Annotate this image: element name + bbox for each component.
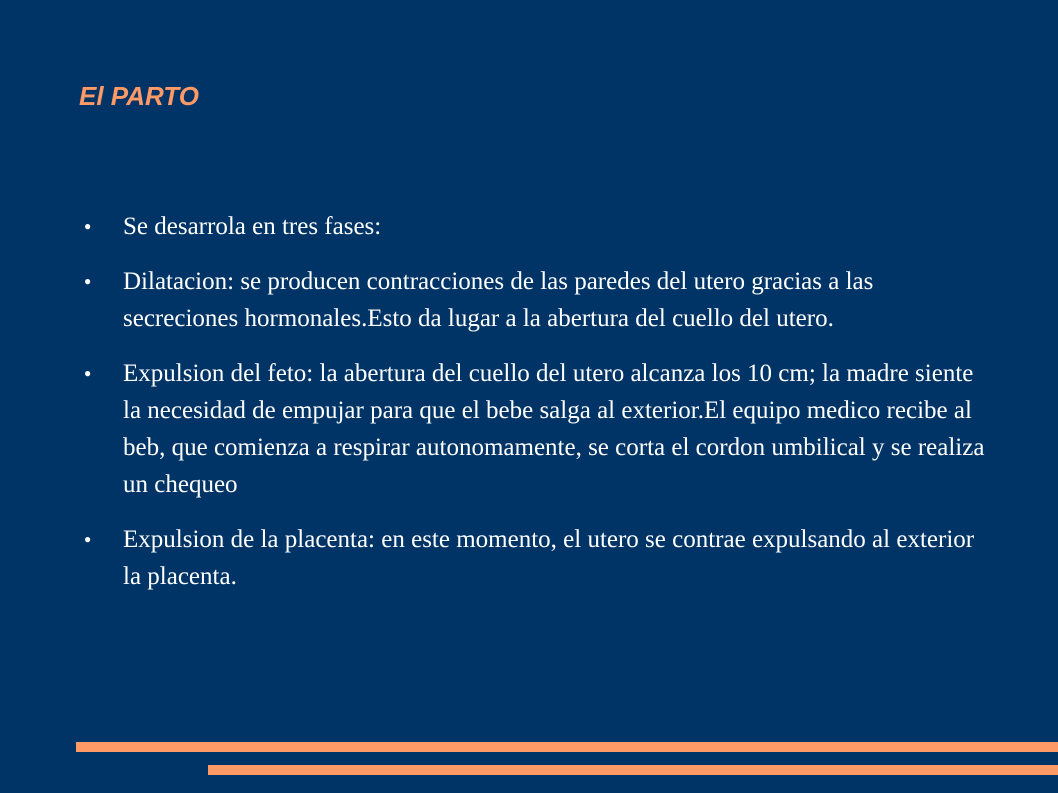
bullet-item-expulsion-feto [80, 355, 990, 503]
bullet-item-dilatacion [80, 263, 990, 337]
bullet-text: Expulsion del feto: la abertura del cuello del utero alcanza los 10 cm; la madre siente la necesidad de empujar para que el bebe salga al exterior.El equipo medico recibe al beb, que comienza a respirar autonomamente, se corta el cordon umbilical y se realiza un chequeo [123, 360, 985, 498]
slide-title: El PARTO [79, 81, 199, 111]
bullet-text: Dilatacion: se producen contracciones de las paredes del utero gracias a las secreciones hormonales.Esto da lugar a la abertura del cuello del utero. [123, 268, 874, 332]
bullet-icon: ● [84, 532, 92, 546]
bullet-icon: ● [84, 366, 92, 380]
bullet-icon: ● [84, 219, 92, 233]
bullet-item-intro [80, 208, 990, 245]
bullet-text: Se desarrola en tres fases: [123, 213, 382, 240]
bullet-item-expulsion-placenta [80, 521, 990, 595]
decorative-bar-long [76, 742, 1058, 752]
decorative-bar-short [208, 765, 1058, 775]
bullet-icon: ● [84, 274, 92, 288]
bullet-list [80, 208, 990, 613]
bullet-text: Expulsion de la placenta: en este momento, el utero se contrae expulsando al exterior la placenta. [123, 526, 975, 590]
